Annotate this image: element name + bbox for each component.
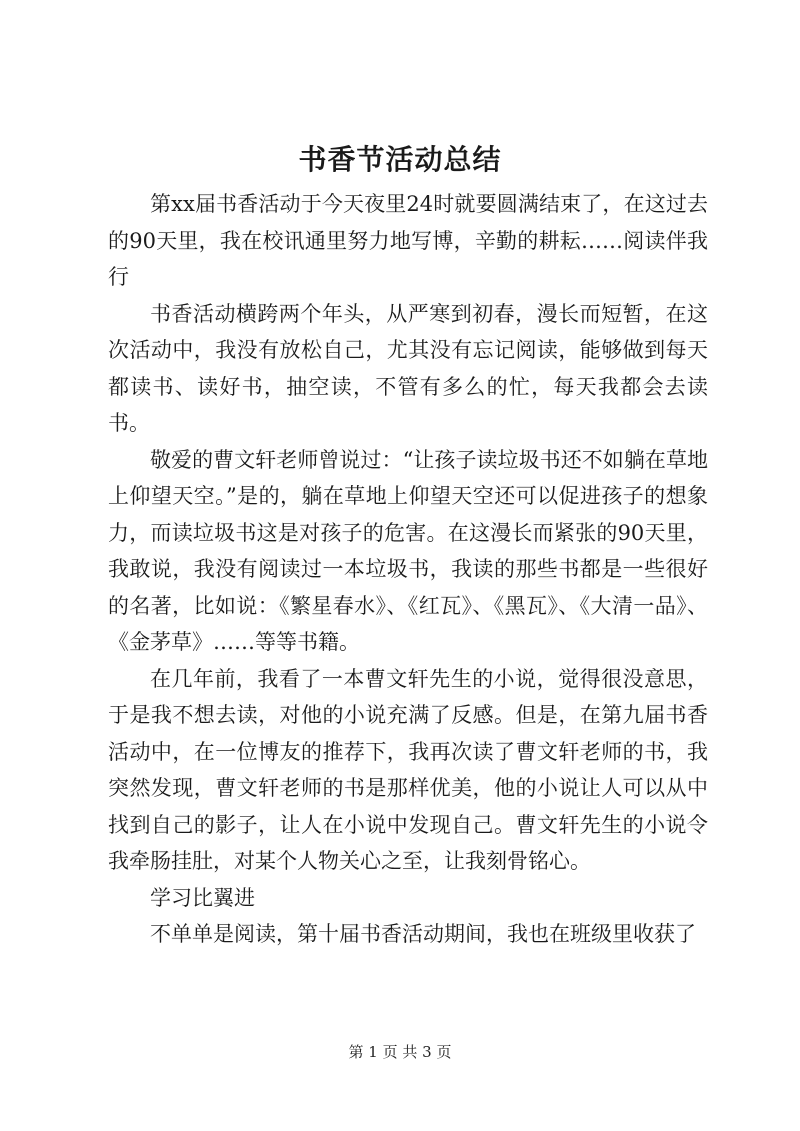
paragraph: 敬爱的曹文轩老师曾说过：“让孩子读垃圾书还不如躺在草地上仰望天空。”是的，躺在草地上仰望天空还可以促进孩子的想象力，而读垃圾书这是对孩子的危害。在这漫长而紧张的90天里，我敢说，我没有阅读过一本垃圾书，我读的那些书都是一些很好的名著，比如说：《繁星春水》、《红瓦》、《黑瓦》、《大清一品》、《金茅草》……等等书籍。 <box>108 447 708 654</box>
paragraph: 书香活动横跨两个年头，从严寒到初春，漫长而短暂，在这次活动中，我没有放松自己，尤其没有忘记阅读，能够做到每天都读书、读好书，抽空读，不管有多么的忙，每天我都会去读书。 <box>108 301 708 435</box>
section-heading: 学习比翼进 <box>150 885 255 910</box>
document-body <box>108 186 708 953</box>
paragraph: 第xx届书香活动于今天夜里24时就要圆满结束了，在这过去的90天里，我在校讯通里努力地写博，辛勤的耕耘……阅读伴我行 <box>108 192 708 289</box>
document-title: 书香节活动总结 <box>298 143 502 176</box>
paragraph: 不单单是阅读，第十届书香活动期间，我也在班级里收获了 <box>150 922 696 946</box>
paragraph: 在几年前，我看了一本曹文轩先生的小说，觉得很没意思，于是我不想去读，对他的小说充满了反感。但是，在第九届书香活动中，在一位博友的推荐下，我再次读了曹文轩老师的书，我突然发现，曹文轩老师的书是那样优美，他的小说让人可以从中找到自己的影子，让人在小说中发现自己。曹文轩先生的小说令我牵肠挂肚，对某个人物关心之至，让我刻骨铭心。 <box>108 666 708 873</box>
page-number-footer: 第 1 页 共 3 页 <box>348 1043 452 1061</box>
